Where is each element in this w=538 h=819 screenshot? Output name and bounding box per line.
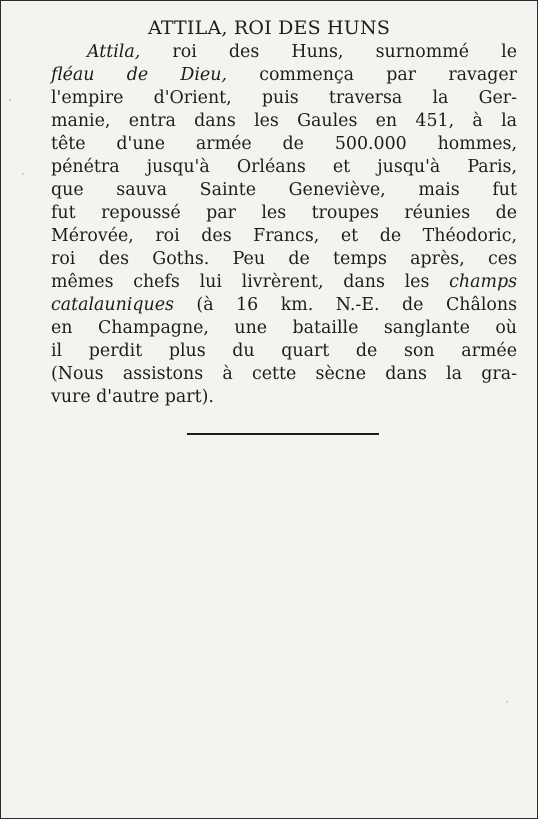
text-line [51,41,517,64]
text-line: que sauva Sainte Geneviève, mais fut [51,180,517,200]
text-segment: roi des Huns, surnommé le [140,42,517,62]
text-line: en Champagne, une bataille sanglante où [51,318,517,338]
text-line: tête d'une armée de 500.000 hommes, [51,134,517,154]
text-segment: mêmes chefs lui livrèrent, dans les [51,272,450,292]
place-champs: champs [449,272,517,292]
text-line: il perdit plus du quart de son armée [51,341,517,361]
article-body [51,41,517,409]
place-catalauniques: catalauniques [51,295,174,315]
paper-speck [9,99,11,101]
text-line [51,294,517,317]
epithet-fleau-de-dieu: fléau de Dieu, [51,65,227,85]
text-line: pénétra jusqu'à Orléans et jusqu'à Paris, [51,157,517,177]
name-attila: Attila, [87,42,141,62]
text-line: fut repoussé par les troupes réunies de [51,203,517,223]
text-line: roi des Goths. Peu de temps après, ces [51,249,517,269]
text-line: manie, entra dans les Gaules en 451, à la [51,111,517,131]
paper-speck [22,173,24,175]
text-line: (Nous assistons à cette sècne dans la gra- [51,364,517,384]
text-line: l'empire d'Orient, puis traversa la Ger- [51,88,517,108]
text-segment: commença par ravager [226,65,517,85]
text-line [51,64,517,87]
text-line: vure d'autre part). [51,387,214,407]
article-title: ATTILA, ROI DES HUNS [147,17,391,39]
text-segment: (à 16 km. N.-E. de Châlons [173,295,517,315]
section-divider [187,433,379,435]
text-line: Mérovée, roi des Francs, et de Théodoric, [51,226,517,246]
paper-speck [506,701,508,703]
text-line [51,271,517,294]
